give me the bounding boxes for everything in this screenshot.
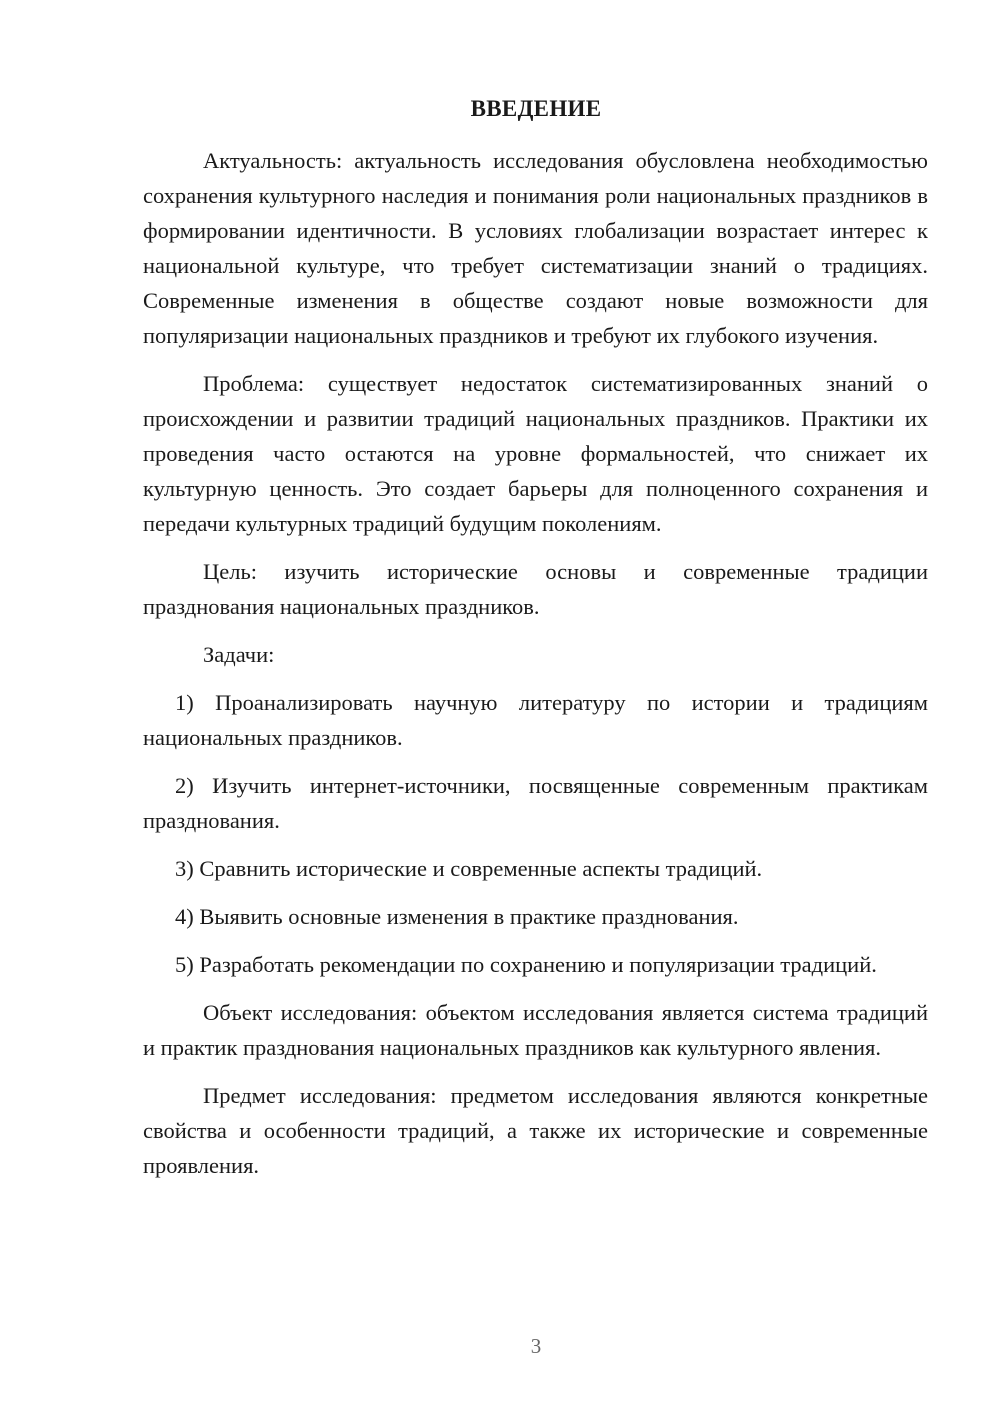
paragraph-subject: Предмет исследования: предметом исследования являются конкретные свойства и особенности традиций, а также их исторические и современные проявления. bbox=[143, 1083, 928, 1178]
task-item-1: 1) Проанализировать научную литературу по истории и традициям национальных праздников. bbox=[143, 690, 928, 750]
paragraph-problem: Проблема: существует недостаток систематизированных знаний о происхождении и развитии традиций национальных праздников. Практики их проведения часто остаются на уровне формальностей, что снижает их культурную ценность. Это создает барьеры для полноценного сохранения и передачи культурных традиций будущим поколениям. bbox=[143, 371, 928, 536]
task-item-5: 5) Разработать рекомендации по сохранению и популяризации традиций. bbox=[175, 952, 877, 977]
task-item-4: 4) Выявить основные изменения в практике празднования. bbox=[175, 904, 739, 929]
page-number: 3 bbox=[530, 1334, 542, 1358]
page-title: ВВЕДЕНИЕ bbox=[470, 96, 602, 121]
paragraph-goal: Цель: изучить исторические основы и современные традиции празднования национальных праздников. bbox=[143, 559, 928, 619]
paragraph-object: Объект исследования: объектом исследования является система традиций и практик празднования национальных праздников как культурного явления. bbox=[143, 1000, 928, 1060]
task-item-2: 2) Изучить интернет-источники, посвященные современным практикам празднования. bbox=[143, 773, 928, 833]
task-item-3: 3) Сравнить исторические и современные аспекты традиций. bbox=[175, 856, 763, 881]
document-body bbox=[143, 143, 928, 1196]
tasks-heading: Задачи: bbox=[203, 642, 275, 667]
paragraph-relevance: Актуальность: актуальность исследования обусловлена необходимостью сохранения культурного наследия и понимания роли национальных праздников в формировании идентичности. В условиях глобализации возрастает интерес к национальной культуре, что требует систематизации знаний о традициях. Современные изменения в обществе создают новые возможности для популяризации национальных праздников и требуют их глубокого изучения. bbox=[143, 148, 928, 348]
